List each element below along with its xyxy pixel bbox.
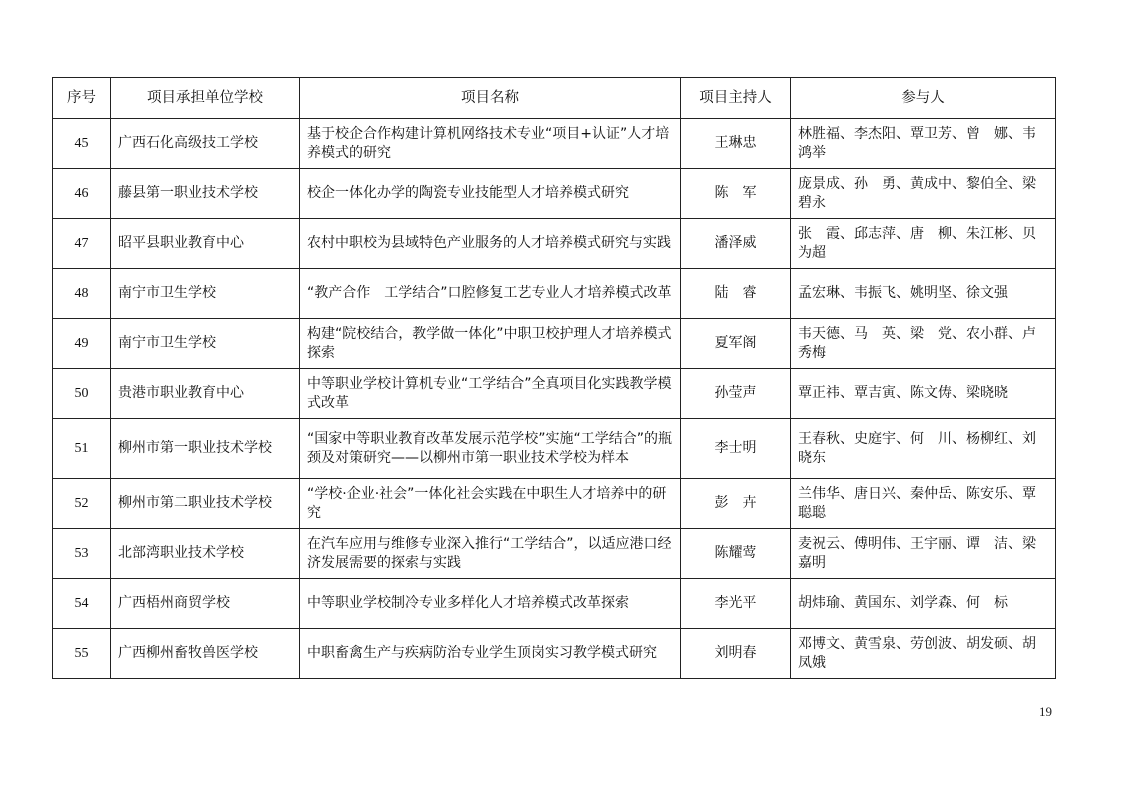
row-participants: 孟宏琳、韦振飞、姚明坚、徐文强 [791, 269, 1056, 319]
table-row [53, 529, 1056, 579]
row-unit: 南宁市卫生学校 [111, 319, 300, 369]
row-unit: 南宁市卫生学校 [111, 269, 300, 319]
row-project-name: 基于校企合作构建计算机网络技术专业“项目+认证”人才培养模式的研究 [300, 119, 681, 169]
header-participants: 参与人 [791, 78, 1056, 119]
row-project-name: 中职畜禽生产与疾病防治专业学生顶岗实习教学模式研究 [300, 629, 681, 679]
row-project-name: “国家中等职业教育改革发展示范学校”实施“工学结合”的瓶颈及对策研究——以柳州市第一职业技术学校为样本 [300, 419, 681, 479]
table-row [53, 369, 1056, 419]
row-number: 52 [53, 479, 111, 529]
row-number: 54 [53, 579, 111, 629]
row-number: 47 [53, 219, 111, 269]
row-unit: 广西柳州畜牧兽医学校 [111, 629, 300, 679]
row-unit: 柳州市第二职业技术学校 [111, 479, 300, 529]
row-participants: 王春秋、史庭宇、何 川、杨柳红、刘晓东 [791, 419, 1056, 479]
table-row [53, 319, 1056, 369]
table-row [53, 479, 1056, 529]
row-project-name: 农村中职校为县域特色产业服务的人才培养模式研究与实践 [300, 219, 681, 269]
row-number: 45 [53, 119, 111, 169]
row-host: 陆 睿 [681, 269, 791, 319]
row-number: 48 [53, 269, 111, 319]
table-row [53, 629, 1056, 679]
row-participants: 胡炜瑜、黄国东、刘学森、何 标 [791, 579, 1056, 629]
row-project-name: 在汽车应用与维修专业深入推行“工学结合”，以适应港口经济发展需要的探索与实践 [300, 529, 681, 579]
row-participants: 兰伟华、唐日兴、秦仲岳、陈安乐、覃聪聪 [791, 479, 1056, 529]
header-no: 序号 [53, 78, 111, 119]
row-participants: 张 霞、邱志萍、唐 柳、朱江彬、贝为超 [791, 219, 1056, 269]
row-project-name: 中等职业学校计算机专业“工学结合”全真项目化实践教学模式改革 [300, 369, 681, 419]
row-participants: 韦天德、马 英、梁 党、农小群、卢秀梅 [791, 319, 1056, 369]
project-table [52, 77, 1056, 679]
table-row [53, 219, 1056, 269]
row-unit: 柳州市第一职业技术学校 [111, 419, 300, 479]
header-host: 项目主持人 [681, 78, 791, 119]
row-host: 陈耀莺 [681, 529, 791, 579]
row-participants: 林胜福、李杰阳、覃卫芳、曾 娜、韦鸿举 [791, 119, 1056, 169]
row-project-name: 构建“院校结合，教学做一体化”中职卫校护理人才培养模式探索 [300, 319, 681, 369]
table-row [53, 269, 1056, 319]
row-host: 李光平 [681, 579, 791, 629]
row-number: 55 [53, 629, 111, 679]
row-host: 彭 卉 [681, 479, 791, 529]
row-number: 51 [53, 419, 111, 479]
row-number: 50 [53, 369, 111, 419]
row-project-name: 中等职业学校制冷专业多样化人才培养模式改革探索 [300, 579, 681, 629]
table-row [53, 169, 1056, 219]
header-row [53, 78, 1056, 119]
table-row [53, 579, 1056, 629]
row-number: 46 [53, 169, 111, 219]
table-row [53, 119, 1056, 169]
row-host: 潘泽威 [681, 219, 791, 269]
row-host: 刘明春 [681, 629, 791, 679]
row-host: 李士明 [681, 419, 791, 479]
row-unit: 昭平县职业教育中心 [111, 219, 300, 269]
row-host: 陈 军 [681, 169, 791, 219]
row-participants: 邓博文、黄雪泉、劳创波、胡发硕、胡凤娥 [791, 629, 1056, 679]
row-unit: 广西梧州商贸学校 [111, 579, 300, 629]
row-project-name: “学校·企业·社会”一体化社会实践在中职生人才培养中的研究 [300, 479, 681, 529]
row-participants: 庞景成、孙 勇、黄成中、黎伯全、梁碧永 [791, 169, 1056, 219]
row-host: 孙莹声 [681, 369, 791, 419]
row-unit: 藤县第一职业技术学校 [111, 169, 300, 219]
header-project-name: 项目名称 [300, 78, 681, 119]
row-participants: 麦祝云、傅明伟、王宇丽、谭 洁、梁嘉明 [791, 529, 1056, 579]
row-host: 夏军阁 [681, 319, 791, 369]
row-project-name: “教产合作 工学结合”口腔修复工艺专业人才培养模式改革 [300, 269, 681, 319]
row-unit: 北部湾职业技术学校 [111, 529, 300, 579]
page-number: 19 [1039, 704, 1052, 719]
row-host: 王琳忠 [681, 119, 791, 169]
row-unit: 广西石化高级技工学校 [111, 119, 300, 169]
row-unit: 贵港市职业教育中心 [111, 369, 300, 419]
row-number: 53 [53, 529, 111, 579]
row-participants: 覃正祎、覃吉寅、陈文俦、梁晓晓 [791, 369, 1056, 419]
row-project-name: 校企一体化办学的陶瓷专业技能型人才培养模式研究 [300, 169, 681, 219]
header-unit: 项目承担单位学校 [111, 78, 300, 119]
row-number: 49 [53, 319, 111, 369]
table-row [53, 419, 1056, 479]
